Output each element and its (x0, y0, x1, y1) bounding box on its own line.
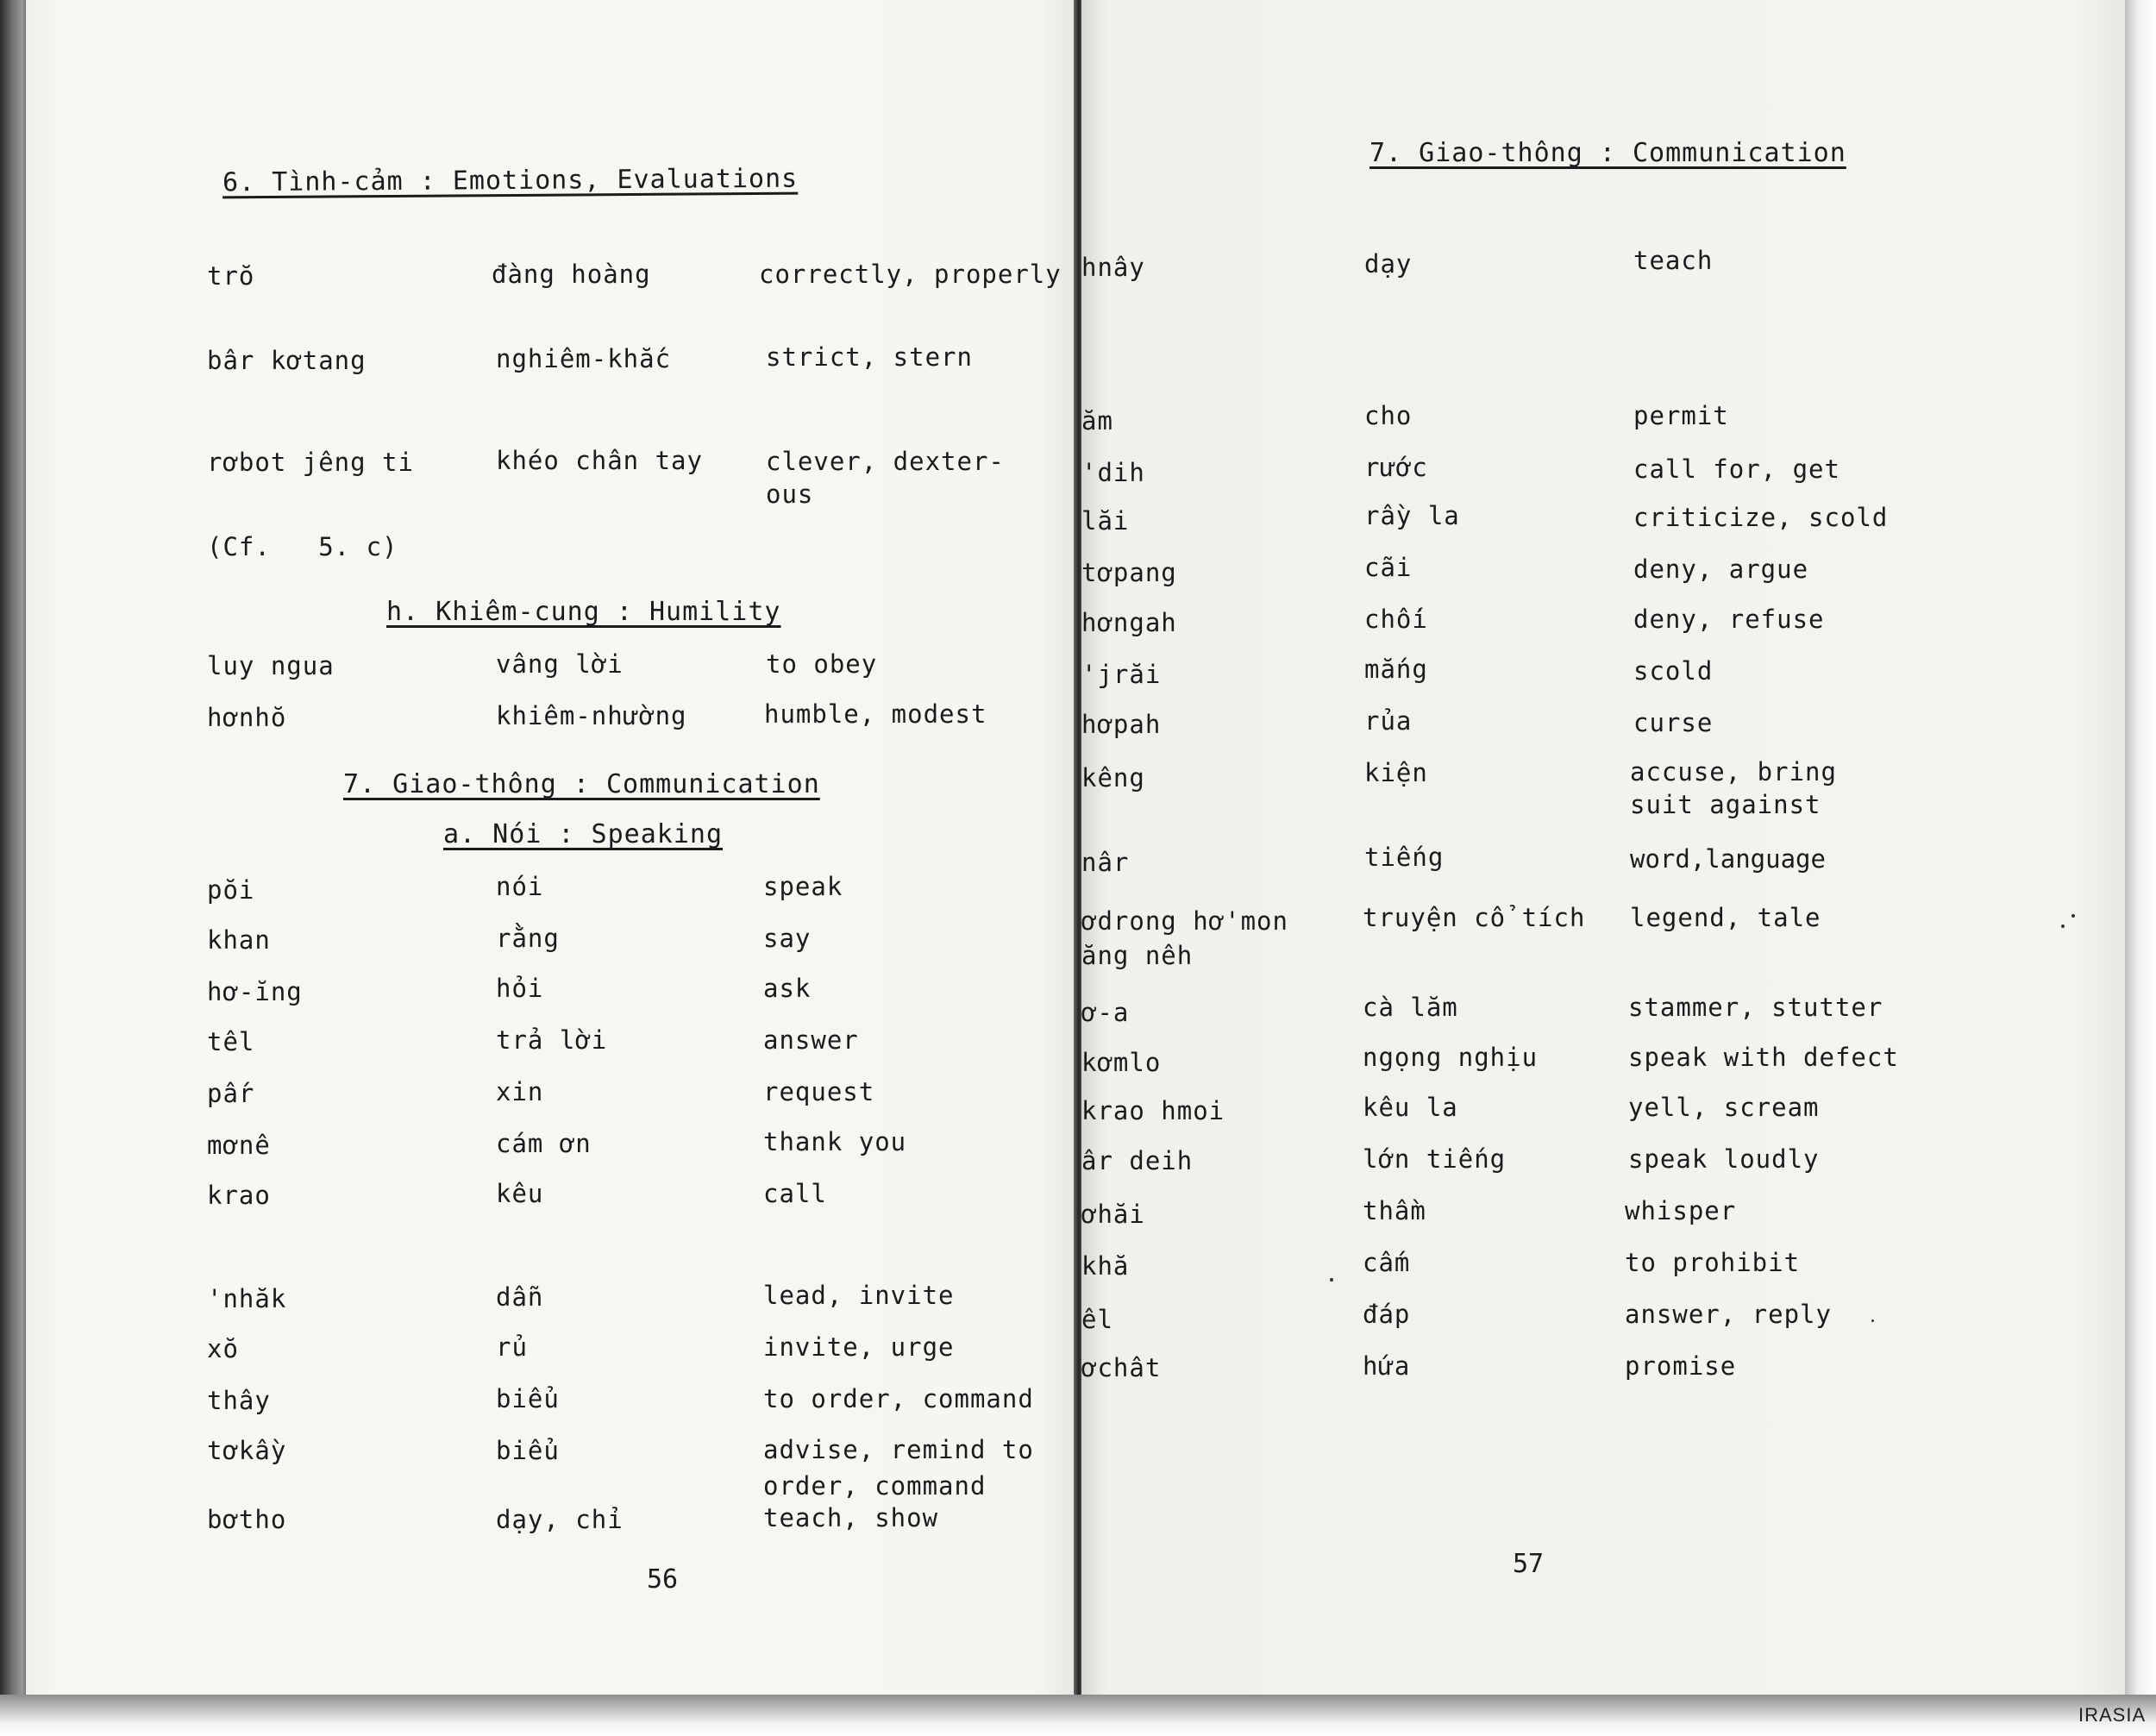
term-english: say (763, 924, 812, 953)
term-vietnamese: rủa (1364, 706, 1413, 736)
term-english: to obey (766, 649, 878, 679)
term-english: humble, modest (764, 699, 987, 729)
term-english: accuse, bring suit against (1630, 757, 1837, 819)
term-english: to prohibit (1625, 1248, 1801, 1277)
term-english: curse (1633, 708, 1714, 737)
term-vietnamese: ngọng nghịu (1363, 1043, 1539, 1072)
section-heading-communication: 7. Giao-thông : Communication (1369, 138, 1846, 168)
term-vietnamese: hứa (1363, 1351, 1411, 1381)
term-bahnar: 'jrăi (1081, 660, 1162, 689)
term-vietnamese: rằng (496, 924, 560, 953)
term-bahnar: khă (1081, 1251, 1130, 1281)
term-bahnar: têl (207, 1027, 255, 1056)
term-english: criticize, scold (1633, 503, 1889, 532)
term-english: permit (1633, 401, 1729, 430)
term-vietnamese: rầy la (1364, 501, 1460, 530)
term-bahnar: xŏ (207, 1334, 239, 1363)
term-vietnamese: dẫn (496, 1282, 544, 1312)
page-57 (1081, 0, 2125, 1703)
term-english: promise (1625, 1351, 1737, 1381)
term-bahnar: kêng (1081, 763, 1145, 793)
term-bahnar: kơmlo (1081, 1048, 1162, 1077)
term-bahnar: tơkầy (207, 1436, 287, 1465)
term-bahnar: âr deih (1081, 1146, 1194, 1175)
term-vietnamese: rủ (496, 1332, 528, 1362)
term-english: call (763, 1179, 827, 1208)
term-bahnar: ơchât (1081, 1353, 1162, 1382)
term-vietnamese: đàng hoàng (492, 260, 651, 289)
page-edge (2125, 0, 2156, 1716)
term-vietnamese: trả lời (496, 1025, 608, 1055)
ink-speck (2061, 924, 2065, 928)
term-bahnar: hơnhŏ (207, 703, 287, 732)
page-number: 56 (647, 1564, 679, 1595)
term-vietnamese: lớn tiếng (1363, 1144, 1507, 1174)
term-bahnar: 'dih (1081, 458, 1145, 487)
term-english: ask (763, 974, 812, 1003)
ink-speck (1330, 1278, 1333, 1282)
term-vietnamese: nói (496, 872, 544, 901)
section-heading-emotions: 6. Tình-cảm : Emotions, Evaluations (222, 163, 799, 198)
term-vietnamese: cấm (1363, 1248, 1411, 1277)
term-vietnamese: khiêm-nhường (496, 701, 687, 730)
cross-reference-note: (Cf. 5. c) (207, 532, 398, 561)
term-vietnamese: vâng lời (496, 649, 624, 679)
term-vietnamese: truyện cổ tích (1363, 903, 1586, 932)
term-english: answer, reply (1625, 1300, 1832, 1329)
term-english: speak (763, 872, 843, 901)
term-english: answer (763, 1025, 859, 1055)
term-bahnar: hnây (1081, 253, 1145, 282)
term-bahnar: lăi (1081, 506, 1130, 536)
term-vietnamese: thầm (1363, 1196, 1426, 1225)
term-english: teach (1633, 246, 1714, 275)
term-vietnamese: đáp (1363, 1300, 1411, 1329)
term-bahnar: khan (207, 925, 271, 955)
term-english: scold (1633, 656, 1714, 686)
term-bahnar: ơ-a (1081, 998, 1130, 1027)
term-bahnar: ơdrong hơ'mon ăng nêh (1081, 906, 1288, 970)
term-english: invite, urge (763, 1332, 955, 1362)
term-english: deny, refuse (1633, 605, 1825, 634)
term-vietnamese: dạy (1364, 249, 1413, 279)
term-bahnar: hơ-ĭng (207, 977, 303, 1006)
term-vietnamese: xin (496, 1077, 544, 1106)
term-vietnamese: cãi (1364, 553, 1413, 582)
term-english: speak loudly (1628, 1144, 1820, 1174)
term-vietnamese: rước (1364, 453, 1428, 482)
term-english: stammer, stutter (1628, 993, 1883, 1022)
term-english: advise, remind to order, command (763, 1435, 1034, 1501)
term-bahnar: bơtho (207, 1505, 287, 1534)
page-56 (26, 0, 1078, 1695)
term-bahnar: rơbot jêng ti (207, 448, 414, 477)
term-bahnar: bâr kơtang (207, 346, 367, 375)
term-english: word,language (1630, 844, 1826, 874)
term-vietnamese: cho (1364, 401, 1413, 430)
ink-speck (1871, 1319, 1874, 1322)
term-vietnamese: cà lăm (1363, 993, 1458, 1022)
term-english: clever, dexter- ous (766, 447, 1005, 509)
term-vietnamese: biểu (496, 1384, 560, 1413)
scan-bottom-edge (0, 1695, 2156, 1736)
term-bahnar: ơhăi (1081, 1200, 1145, 1229)
term-english: deny, argue (1633, 555, 1809, 584)
term-vietnamese: kiện (1364, 758, 1428, 787)
term-english: whisper (1625, 1196, 1737, 1225)
term-bahnar: hơpah (1081, 710, 1162, 739)
term-bahnar: krao (207, 1181, 271, 1210)
term-english: correctly, properly (759, 260, 1062, 289)
section-heading-communication: 7. Giao-thông : Communication (343, 769, 820, 799)
term-english: lead, invite (763, 1281, 955, 1310)
term-english: to order, command (763, 1384, 1034, 1413)
term-vietnamese: khéo chân tay (496, 446, 703, 475)
term-bahnar: 'nhăk (207, 1284, 287, 1313)
term-english: yell, scream (1628, 1093, 1820, 1122)
term-bahnar: ăm (1081, 406, 1113, 436)
term-vietnamese: hỏi (496, 974, 544, 1003)
watermark-label: IRASIA (2078, 1704, 2147, 1726)
term-english: request (763, 1077, 875, 1106)
term-bahnar: trŏ (207, 261, 255, 291)
term-english: speak with defect (1628, 1043, 1899, 1072)
term-vietnamese: biểu (496, 1436, 560, 1465)
term-vietnamese: kêu (496, 1179, 544, 1208)
term-bahnar: krao hmoi (1081, 1096, 1225, 1125)
term-bahnar: tơpang (1081, 558, 1177, 587)
term-bahnar: nâr (1081, 848, 1130, 877)
term-bahnar: pấr (207, 1079, 255, 1108)
term-english: strict, stern (766, 342, 973, 372)
subsection-heading-speaking: a. Nói : Speaking (443, 819, 724, 849)
term-english: thank you (763, 1127, 907, 1156)
term-vietnamese: dạy, chỉ (496, 1505, 624, 1534)
term-vietnamese: nghiêm-khắc (496, 344, 672, 373)
term-english: legend, tale (1630, 903, 1821, 932)
page-number: 57 (1513, 1549, 1545, 1579)
term-bahnar: mơnê (207, 1131, 271, 1160)
term-bahnar: pŏi (207, 875, 255, 905)
term-bahnar: êl (1081, 1305, 1113, 1334)
ink-speck (2071, 914, 2075, 918)
term-english: call for, get (1633, 454, 1840, 484)
term-vietnamese: tiếng (1364, 843, 1445, 872)
term-english: teach, show (763, 1503, 939, 1532)
subsection-heading-humility: h. Khiêm-cung : Humility (386, 597, 781, 627)
term-bahnar: hơngah (1081, 608, 1177, 637)
term-vietnamese: kêu la (1363, 1093, 1458, 1122)
term-bahnar: thây (207, 1386, 271, 1415)
term-vietnamese: chối (1364, 605, 1428, 634)
term-vietnamese: cám ơn (496, 1129, 592, 1158)
term-bahnar: luy ngua (207, 651, 335, 680)
term-vietnamese: mắng (1364, 655, 1428, 684)
